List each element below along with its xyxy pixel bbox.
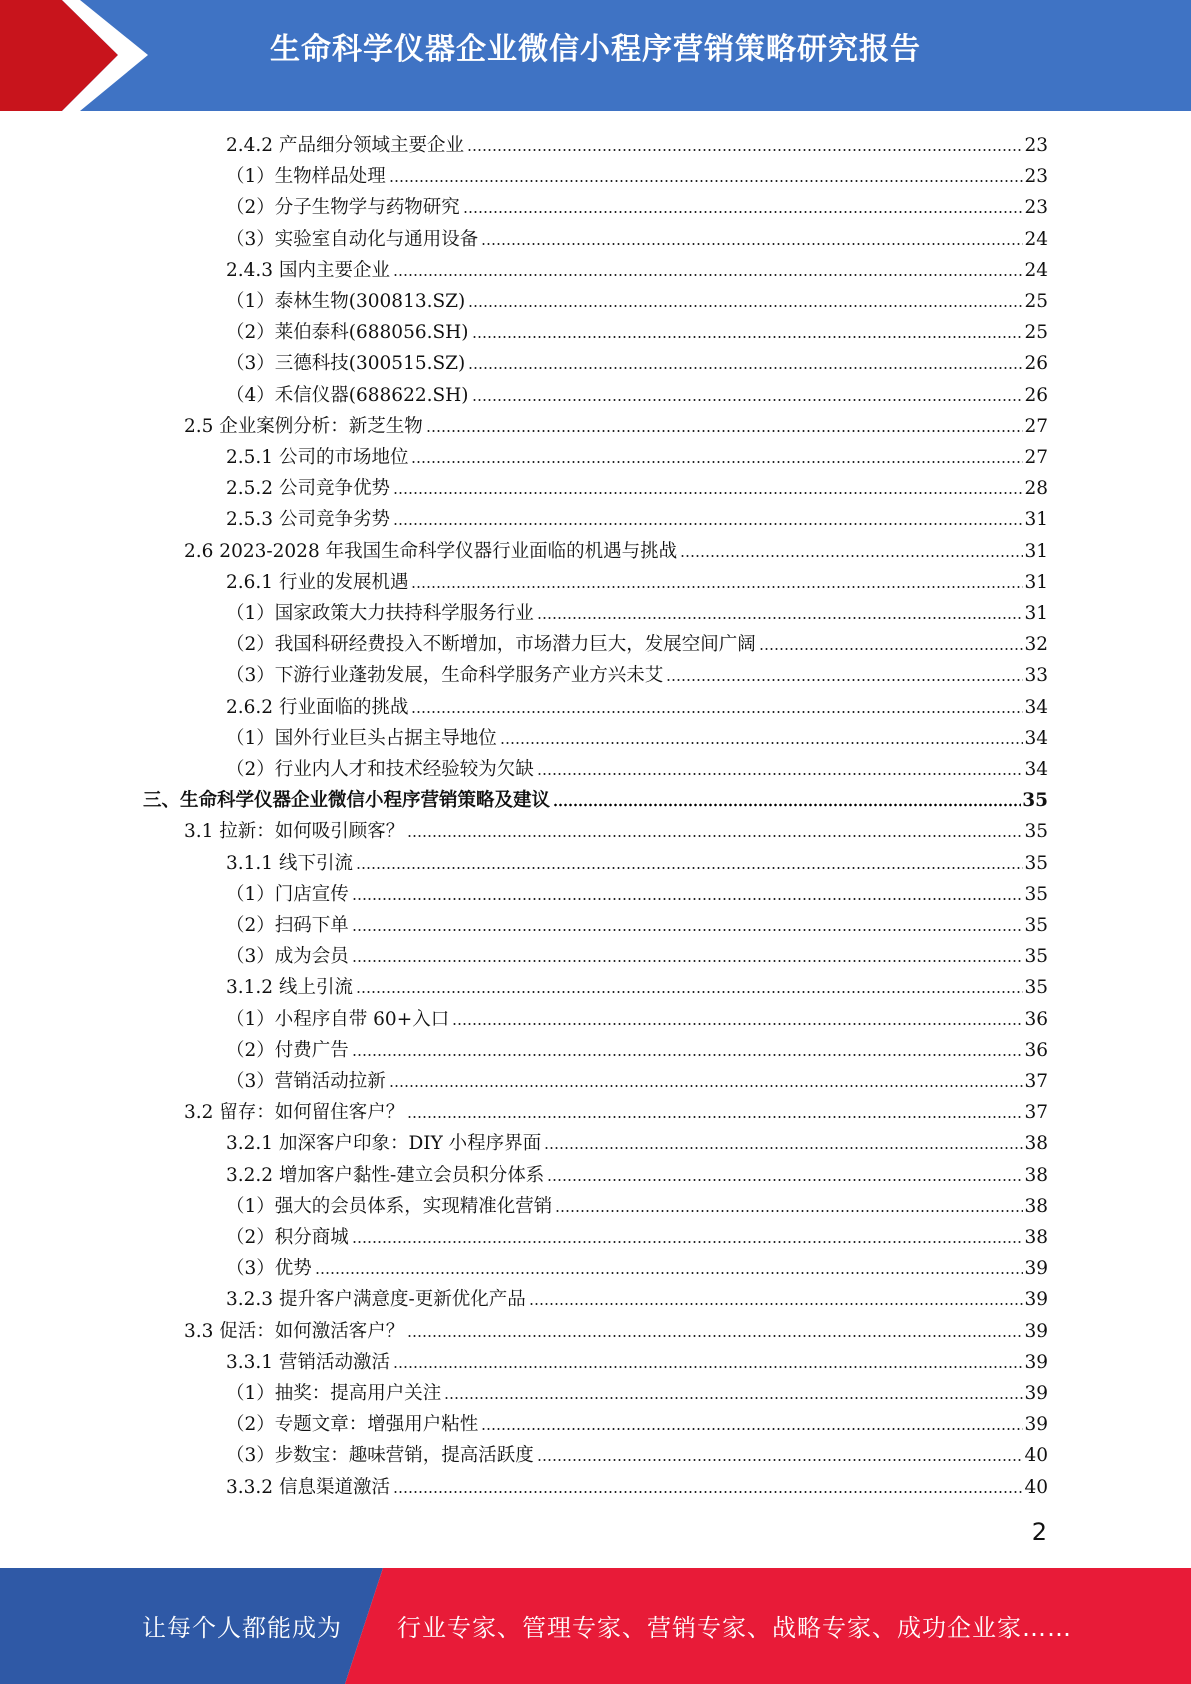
toc-entry[interactable] <box>226 1188 1048 1219</box>
toc-dot-leader <box>759 646 1024 652</box>
toc-dot-leader <box>315 1270 1024 1276</box>
toc-entry[interactable] <box>226 439 1048 470</box>
toc-entry-page: 35 <box>1024 915 1048 936</box>
toc-entry-page: 40 <box>1024 1476 1048 1498</box>
toc-dot-leader <box>393 490 1023 496</box>
toc-entry[interactable] <box>226 252 1048 283</box>
toc-entry-label: 3.2.3 提升客户满意度-更新优化产品 <box>226 1289 526 1311</box>
toc-entry-page: 27 <box>1024 447 1048 468</box>
toc-entry-page: 38 <box>1024 1133 1048 1155</box>
page-header <box>0 0 1191 111</box>
toc-entry-label: 3.2 留存：如何留住客户？ <box>184 1102 405 1124</box>
toc-entry[interactable] <box>184 813 1048 844</box>
toc-dot-leader <box>411 709 1023 715</box>
toc-entry[interactable] <box>226 1032 1048 1063</box>
toc-dot-leader <box>393 1364 1023 1370</box>
toc-entry[interactable] <box>226 1125 1048 1156</box>
toc-entry-page: 32 <box>1024 634 1048 656</box>
toc-entry-label: （3）成为会员 <box>226 946 349 968</box>
toc-dot-leader <box>356 989 1024 995</box>
toc-entry-label: 2.5.2 公司竞争优势 <box>226 478 390 500</box>
toc-dot-leader <box>393 272 1023 278</box>
toc-entry-page: 40 <box>1024 1445 1048 1467</box>
toc-dot-leader <box>500 740 1024 746</box>
toc-entry-label: （2）扫码下单 <box>226 915 349 936</box>
toc-entry-label: 3.3.1 营销活动激活 <box>226 1351 390 1373</box>
toc-entry[interactable] <box>226 1437 1048 1468</box>
toc-entry-page: 36 <box>1024 1008 1048 1030</box>
toc-entry-page: 38 <box>1024 1227 1048 1248</box>
toc-dot-leader <box>468 365 1023 371</box>
toc-entry-page: 36 <box>1024 1039 1048 1061</box>
toc-entry[interactable] <box>226 470 1048 501</box>
toc-entry-page: 39 <box>1024 1289 1048 1311</box>
toc-entry[interactable] <box>226 564 1048 595</box>
toc-entry-label: 2.5 企业案例分析：新芝生物 <box>184 415 423 437</box>
toc-dot-leader <box>407 833 1023 839</box>
toc-entry[interactable] <box>226 501 1048 532</box>
toc-entry-page: 23 <box>1024 135 1048 156</box>
footer-slogan-left: 让每个人都能成为 <box>142 1614 342 1642</box>
toc-entry-page: 31 <box>1024 603 1048 624</box>
toc-entry[interactable] <box>226 1281 1048 1312</box>
toc-entry[interactable] <box>226 720 1048 751</box>
toc-entry[interactable] <box>184 408 1048 439</box>
toc-dot-leader <box>481 1426 1023 1432</box>
toc-entry[interactable] <box>226 1469 1048 1500</box>
toc-entry-label: （3）实验室自动化与通用设备 <box>226 228 479 250</box>
toc-entry-page: 31 <box>1024 509 1048 531</box>
page-footer <box>0 1568 1191 1684</box>
toc-entry-page: 28 <box>1024 478 1048 500</box>
toc-entry[interactable] <box>226 938 1048 969</box>
toc-entry-page: 35 <box>1024 852 1048 874</box>
toc-entry-label: （2）积分商城 <box>226 1227 349 1248</box>
toc-entry-label: （2）付费广告 <box>226 1039 349 1061</box>
toc-entry-label: （1）抽奖：提高用户关注 <box>226 1383 442 1404</box>
toc-entry[interactable] <box>226 1219 1048 1250</box>
toc-entry-page: 25 <box>1024 291 1048 312</box>
toc-entry-label: 3.1.1 线下引流 <box>226 852 353 874</box>
toc-dot-leader <box>356 865 1024 871</box>
toc-entry[interactable] <box>226 689 1048 720</box>
toc-dot-leader <box>352 1239 1024 1245</box>
toc-entry[interactable] <box>184 1313 1048 1344</box>
toc-dot-leader <box>407 1114 1023 1120</box>
toc-entry[interactable] <box>184 533 1048 564</box>
toc-entry-page: 39 <box>1024 1414 1048 1436</box>
toc-dot-leader <box>411 459 1023 465</box>
toc-dot-leader <box>407 1333 1023 1339</box>
toc-entry[interactable] <box>226 657 1048 688</box>
toc-entry-label: （3）营销活动拉新 <box>226 1071 386 1092</box>
toc-entry-label: 2.6.1 行业的发展机遇 <box>226 571 409 593</box>
toc-entry-label: 三、生命科学仪器企业微信小程序营销策略及建议 <box>143 790 551 812</box>
toc-entry-label: 3.3.2 信息渠道激活 <box>226 1476 390 1498</box>
toc-entry-label: （1）国家政策大力扶持科学服务行业 <box>226 603 534 624</box>
toc-entry-page: 31 <box>1024 571 1048 593</box>
toc-entry-page: 35 <box>1024 946 1048 968</box>
toc-entry-label: 2.4.3 国内主要企业 <box>226 259 390 281</box>
toc-entry-page: 35 <box>1022 790 1048 812</box>
toc-dot-leader <box>666 677 1023 683</box>
toc-entry[interactable] <box>226 1406 1048 1437</box>
toc-entry-page: 39 <box>1024 1383 1048 1404</box>
toc-entry-label: （2）分子生物学与药物研究 <box>226 197 460 219</box>
toc-entry-page: 24 <box>1024 259 1048 281</box>
toc-entry[interactable] <box>226 189 1048 220</box>
toc-entry[interactable] <box>143 782 1048 813</box>
header-chevron-decoration <box>0 0 160 111</box>
toc-entry[interactable] <box>226 626 1048 657</box>
toc-dot-leader <box>544 1145 1023 1151</box>
toc-entry[interactable] <box>226 907 1048 938</box>
toc-dot-leader <box>411 584 1023 590</box>
toc-entry-label: （2）莱伯泰科(688056.SH) <box>226 322 469 344</box>
toc-entry-page: 23 <box>1024 197 1048 219</box>
toc-entry[interactable] <box>226 1375 1048 1406</box>
toc-entry-label: （3）步数宝：趣味营销，提高活跃度 <box>226 1445 534 1467</box>
toc-entry-label: 2.6.2 行业面临的挑战 <box>226 696 409 718</box>
toc-dot-leader <box>537 771 1024 777</box>
toc-entry[interactable] <box>226 1063 1048 1094</box>
toc-dot-leader <box>452 1021 1023 1027</box>
toc-dot-leader <box>444 1395 1023 1401</box>
toc-dot-leader <box>352 896 1024 902</box>
toc-dot-leader <box>529 1301 1024 1307</box>
toc-dot-leader <box>463 209 1024 215</box>
toc-entry[interactable] <box>226 595 1048 626</box>
toc-entry[interactable] <box>226 283 1048 314</box>
report-title: 生命科学仪器企业微信小程序营销策略研究报告 <box>270 32 921 67</box>
footer-slogan-right: 行业专家、管理专家、营销专家、战略专家、成功企业家…… <box>397 1614 1072 1642</box>
toc-entry-page: 38 <box>1024 1164 1048 1186</box>
toc-dot-leader <box>426 428 1024 434</box>
toc-entry-label: （3）三德科技(300515.SZ) <box>226 353 466 375</box>
toc-entry-page: 31 <box>1024 540 1048 562</box>
toc-dot-leader <box>481 241 1023 247</box>
toc-dot-leader <box>352 1052 1024 1058</box>
page-number: 2 <box>1031 1518 1047 1546</box>
toc-entry-page: 37 <box>1024 1071 1048 1092</box>
toc-entry-label: （2）行业内人才和技术经验较为欠缺 <box>226 759 534 780</box>
toc-entry[interactable] <box>226 345 1048 376</box>
toc-entry[interactable] <box>226 1250 1048 1281</box>
toc-entry-label: （2）我国科研经费投入不断增加，市场潜力巨大，发展空间广阔 <box>226 634 756 656</box>
toc-entry-label: 3.1.2 线上引流 <box>226 977 353 999</box>
toc-entry-label: （1）生物样品处理 <box>226 166 386 188</box>
toc-entry-label: 2.6 2023-2028 年我国生命科学仪器行业面临的机遇与挑战 <box>184 540 678 562</box>
toc-entry[interactable] <box>226 158 1048 189</box>
toc-dot-leader <box>389 1083 1024 1089</box>
toc-entry-page: 39 <box>1024 1320 1048 1342</box>
toc-dot-leader <box>352 958 1024 964</box>
toc-entry-page: 35 <box>1024 883 1048 905</box>
toc-entry-label: （4）禾信仪器(688622.SH) <box>226 384 469 406</box>
toc-dot-leader <box>393 1489 1023 1495</box>
toc-entry[interactable] <box>226 221 1048 252</box>
toc-dot-leader <box>389 178 1024 184</box>
toc-entry[interactable] <box>226 876 1048 907</box>
toc-entry-page: 34 <box>1024 696 1048 718</box>
toc-entry-label: （1）门店宣传 <box>226 883 349 905</box>
toc-entry-page: 37 <box>1024 1102 1048 1124</box>
toc-entry-page: 23 <box>1024 166 1048 188</box>
toc-entry-label: 3.2.2 增加客户黏性-建立会员积分体系 <box>226 1164 545 1186</box>
toc-entry-page: 34 <box>1024 727 1048 749</box>
toc-dot-leader <box>393 521 1023 527</box>
toc-dot-leader <box>537 1457 1024 1463</box>
toc-dot-leader <box>467 147 1023 153</box>
toc-entry-page: 26 <box>1024 384 1048 406</box>
toc-dot-leader <box>555 1208 1023 1214</box>
toc-dot-leader <box>472 397 1024 403</box>
toc-entry-page: 35 <box>1024 821 1048 843</box>
toc-entry[interactable] <box>226 845 1048 876</box>
toc-entry-label: 2.4.2 产品细分领域主要企业 <box>226 135 464 156</box>
toc-entry-label: 2.5.3 公司竞争劣势 <box>226 509 390 531</box>
toc-dot-leader <box>547 1177 1023 1183</box>
toc-entry-label: （1）泰林生物(300813.SZ) <box>226 291 466 312</box>
toc-entry-page: 39 <box>1024 1258 1048 1280</box>
toc-entry[interactable] <box>226 1001 1048 1032</box>
toc-entry-label: （2）专题文章：增强用户粘性 <box>226 1414 479 1436</box>
toc-entry-page: 26 <box>1024 353 1048 375</box>
toc-entry-label: 3.2.1 加深客户印象：DIY 小程序界面 <box>226 1133 542 1155</box>
toc-dot-leader <box>537 615 1024 621</box>
toc-entry-label: （3）下游行业蓬勃发展，生命科学服务产业方兴未艾 <box>226 665 664 687</box>
toc-entry[interactable] <box>184 1094 1048 1125</box>
toc-entry[interactable] <box>226 751 1048 782</box>
toc-entry-page: 35 <box>1024 977 1048 999</box>
toc-entry[interactable] <box>226 314 1048 345</box>
toc-entry[interactable] <box>226 1344 1048 1375</box>
toc-entry-page: 24 <box>1024 228 1048 250</box>
toc-entry[interactable] <box>226 969 1048 1000</box>
toc-dot-leader <box>680 553 1023 559</box>
toc-entry-page: 25 <box>1024 322 1048 344</box>
toc-entry-label: （1）国外行业巨头占据主导地位 <box>226 727 497 749</box>
toc-entry-label: （1）小程序自带 60+入口 <box>226 1008 450 1030</box>
toc-entry[interactable] <box>226 127 1048 158</box>
toc-dot-leader <box>468 303 1023 309</box>
toc-entry-label: 3.1 拉新：如何吸引顾客？ <box>184 821 405 843</box>
toc-entry-label: 3.3 促活：如何激活客户？ <box>184 1320 405 1342</box>
toc-entry[interactable] <box>226 377 1048 408</box>
toc-dot-leader <box>553 802 1021 808</box>
toc-entry-label: （1）强大的会员体系，实现精准化营销 <box>226 1195 553 1217</box>
toc-entry-page: 39 <box>1024 1351 1048 1373</box>
toc-entry-label: 2.5.1 公司的市场地位 <box>226 447 409 468</box>
toc-entry[interactable] <box>226 1157 1048 1188</box>
toc-entry-page: 27 <box>1024 415 1048 437</box>
toc-dot-leader <box>352 927 1024 933</box>
toc-entry-page: 34 <box>1024 759 1048 780</box>
toc-entry-page: 33 <box>1024 665 1048 687</box>
toc-entry-page: 38 <box>1024 1195 1048 1217</box>
toc-dot-leader <box>472 334 1024 340</box>
toc-entry-label: （3）优势 <box>226 1258 312 1280</box>
